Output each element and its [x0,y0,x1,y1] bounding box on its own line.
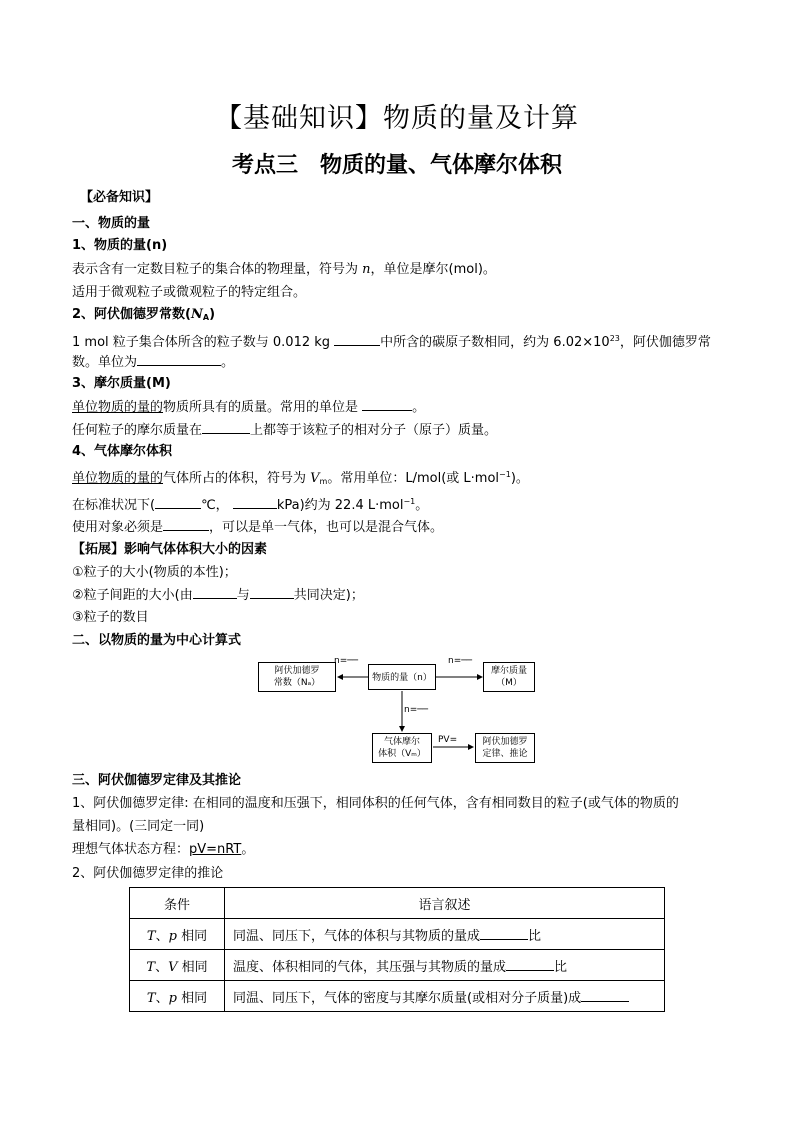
label-n-right: n=── [448,656,473,666]
heading-1: 1、物质的量(n) [72,238,168,253]
para-3-2: 任何粒子的摩尔质量在 上都等于该粒子的相对分子（原子）质量。 [72,423,498,438]
heading-calculation: 二、以物质的量为中心计算式 [72,633,242,648]
inference-table [129,887,665,1012]
box-molar-mass: 摩尔质量 （M） [483,662,535,692]
heading-3: 3、摩尔质量(M) [72,376,171,391]
para-2-2: 数。单位为 。 [72,355,235,370]
para-law-2: 量相同)。(三同定一同) [72,819,205,834]
box-molar-volume: 气体摩尔 体积（Vₘ） [372,733,432,763]
ext-item-2: ②粒子间距的大小(由 与 共同决定)； [72,588,364,603]
header-description: 语言叙述 [225,888,665,919]
box-amount-of-substance: 物质的量（n） [368,664,436,690]
page-title: 【基础知识】物质的量及计算 [215,103,579,134]
condition-cell: T、V 相同 [130,950,225,981]
heading-avogadro-law: 三、阿伏伽德罗定律及其推论 [72,773,242,788]
para-1-1: 表示含有一定数目粒子的集合体的物理量，符号为 n，单位是摩尔(mol)。 [72,262,496,277]
para-inference: 2、阿伏伽德罗定律的推论 [72,866,224,881]
page-subtitle: 考点三 物质的量、气体摩尔体积 [231,152,562,178]
para-4-2: 在标准状况下( ℃， kPa)约为 22.4 L·mol$^{-1}$。 [72,497,429,513]
section-required-knowledge: 【必备知识】 [80,190,159,205]
label-n-down: n=── [404,705,429,715]
para-4-3: 使用对象必须是 ，可以是单一气体，也可以是混合气体。 [72,520,444,535]
table-row [130,919,665,950]
para-4-1: 单位物质的量的气体所占的体积，符号为 $V_m$。常用单位：L/mol(或 L·mol$^{-1}$)。 [72,470,529,486]
para-law-1: 1、阿伏伽德罗定律: 在相同的温度和压强下，相同体积的任何气体，含有相同数目的粒子(或气体的物质的 [72,796,679,811]
table-row [130,950,665,981]
para-ideal-gas: 理想气体状态方程：pV=nRT。 [72,842,255,857]
ext-item-1: ①粒子的大小(物质的本性)； [72,565,237,580]
heading-extension: 【拓展】影响气体体积大小的因素 [72,542,268,557]
table-row [130,981,665,1012]
ext-item-3: ③粒子的数目 [72,610,149,625]
para-1-2: 适用于微观粒子或微观粒子的特定组合。 [72,285,307,300]
heading-amount-of-substance: 一、物质的量 [72,216,151,231]
label-pv: PV= [438,735,458,745]
heading-2: 2、阿伏伽德罗常数$(N_A)$ [72,307,216,322]
condition-cell: T、p 相同 [130,981,225,1012]
para-3-1: 单位物质的量的物质所具有的质量。常用的单位是 。 [72,400,426,415]
description-cell: 同温、同压下，气体的密度与其摩尔质量(或相对分子质量)成 [225,981,665,1012]
table-header-row [130,888,665,919]
header-condition: 条件 [130,888,225,919]
heading-4: 4、气体摩尔体积 [72,444,173,459]
description-cell: 温度、体积相同的气体，其压强与其物质的量成 比 [225,950,665,981]
box-avogadro-constant: 阿伏加德罗 常数（Nₐ） [258,662,336,692]
description-cell: 同温、同压下，气体的体积与其物质的量成 比 [225,919,665,950]
para-2-1: 1 mol 粒子集合体所含的粒子数与 0.012 kg 中所含的碳原子数相同，约为 $6.02\times 10^{23}$，阿伏伽德罗常 [72,334,711,350]
label-n-left: n=── [334,656,359,666]
condition-cell: T、p 相同 [130,919,225,950]
box-avogadro-law: 阿伏加德罗 定律、推论 [475,733,535,763]
